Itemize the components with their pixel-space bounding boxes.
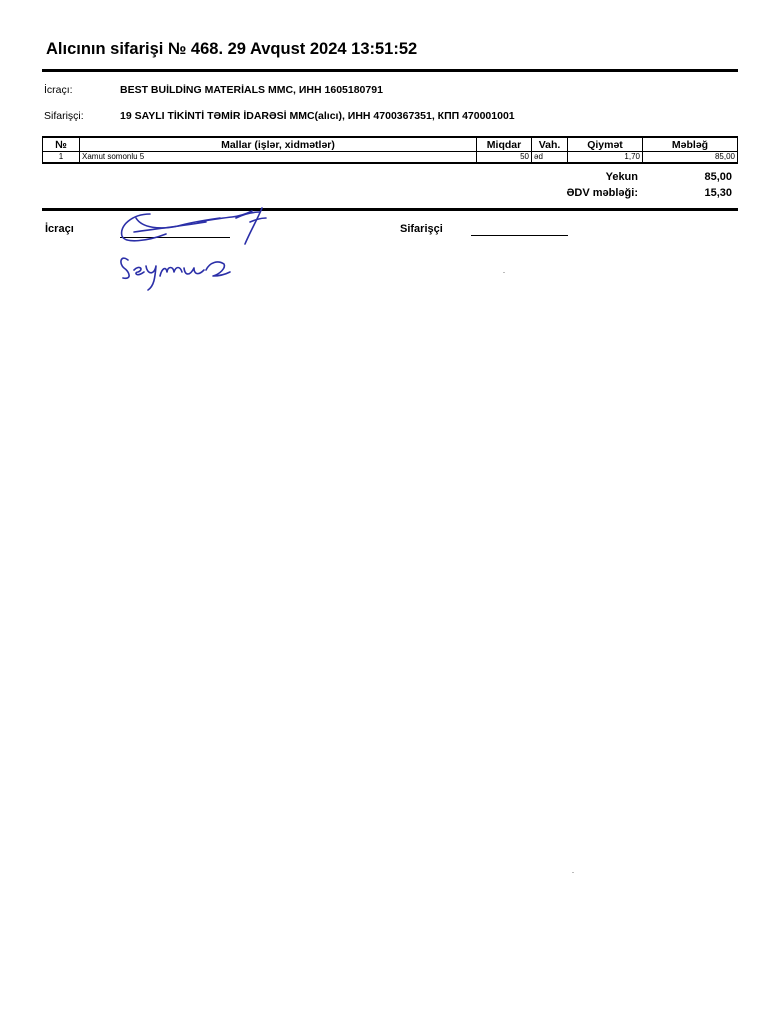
table-header-row (43, 137, 738, 152)
col-header-unit: Vah. (532, 137, 568, 152)
customer-signature-label: Sifarişçi (400, 223, 443, 235)
customer-signature-line (471, 235, 568, 236)
total-label: Yekun (605, 171, 638, 183)
cell-quantity: 50 (477, 152, 532, 164)
col-header-goods: Mallar (işlər, xidmətlər) (80, 137, 477, 152)
header-divider (42, 69, 738, 72)
executor-label: İcraçı: (44, 84, 73, 96)
scan-speck (503, 272, 505, 273)
customer-value: 19 SAYLI TİKİNTİ TƏMİR İDARƏSİ MMC(alıcı), ИНН 4700367351, КПП 470001001 (120, 110, 515, 122)
vat-label: ƏDV məbləği: (566, 187, 638, 199)
customer-label: Sifarişçi: (44, 110, 84, 122)
executor-signature-label: İcraçı (45, 223, 74, 235)
items-table (42, 136, 738, 164)
cell-number: 1 (43, 152, 80, 164)
cell-unit: əd (532, 152, 568, 164)
col-header-number: № (43, 137, 80, 152)
handwritten-signature (110, 200, 280, 295)
cell-goods: Xamut somonlu 5 (80, 152, 477, 164)
vat-value: 15,30 (704, 187, 732, 199)
scan-speck (572, 872, 574, 873)
col-header-amount: Məbləğ (643, 137, 738, 152)
document-title: Alıcının sifarişi № 468. 29 Avqust 2024 13:51:52 (46, 40, 418, 58)
table-row (43, 152, 738, 164)
col-header-price: Qiymət (568, 137, 643, 152)
executor-value: BEST BUİLDİNG MATERİALS MMC, ИНН 1605180791 (120, 84, 383, 96)
cell-amount: 85,00 (643, 152, 738, 164)
cell-price: 1,70 (568, 152, 643, 164)
col-header-quantity: Miqdar (477, 137, 532, 152)
total-value: 85,00 (704, 171, 732, 183)
